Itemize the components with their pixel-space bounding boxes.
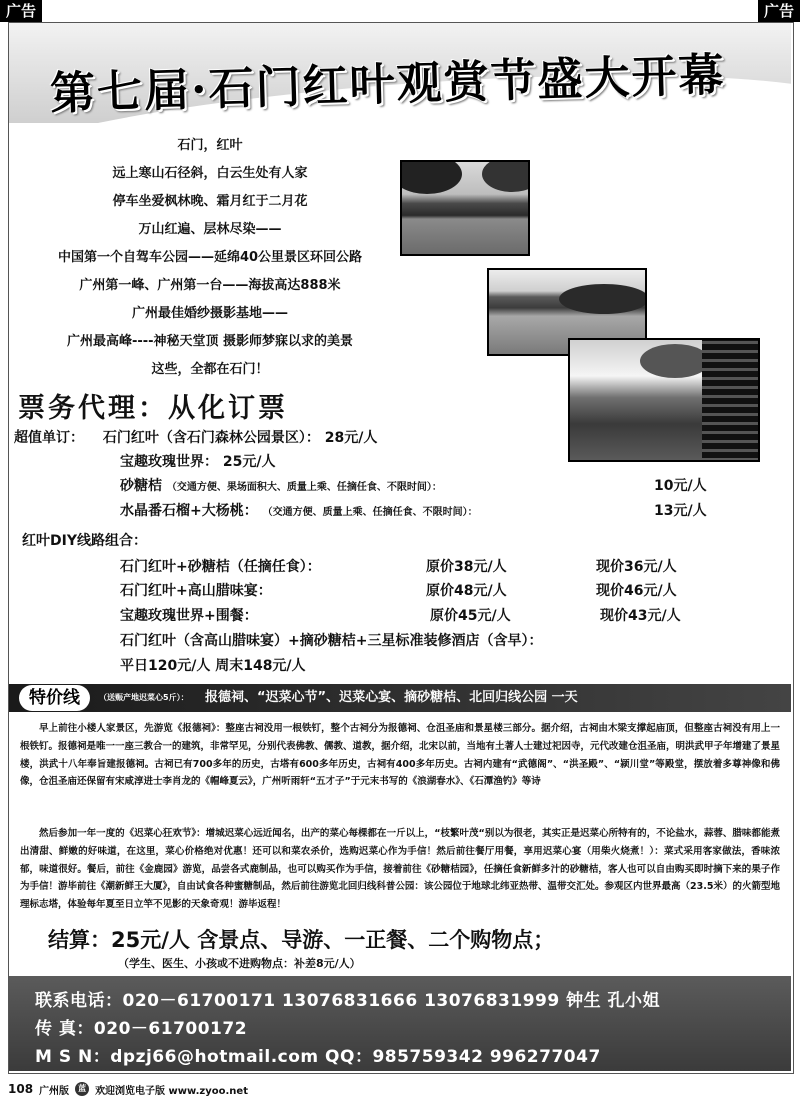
msn-label: M S N： (35, 1047, 111, 1067)
poem-line: 中国第一个自驾车公园——延绵40公里景区环回公路 (57, 250, 363, 265)
ticket-item-name: 宝趣玫瑰世界： (120, 454, 218, 470)
page-title: 第七届·石门红叶观赏节盛大开幕 (49, 48, 727, 120)
footer-website: 欢迎浏览电子版 www.zyoo.net (95, 1085, 248, 1097)
settlement-line: 结算：25元/人 含景点、导游、一正餐、二个购物点； (48, 928, 555, 952)
page-number: 108 (8, 1082, 34, 1096)
ticket-item-name: 砂糖桔 (120, 478, 162, 494)
settlement-note: （学生、医生、小孩或不进购物点：补差8元/人） (118, 957, 361, 970)
diy-original-price: 原价48元/人 (426, 583, 507, 599)
fax-value: 020－61700172 (93, 1019, 248, 1039)
page-footer (8, 1080, 248, 1098)
diy-hotel-price: 平日120元/人 周末148元/人 (120, 658, 306, 674)
diy-route-name: 宝趣玫瑰世界+围餐： (120, 608, 258, 624)
ticket-item-name: 水晶番石榴+大杨桃： (120, 503, 258, 519)
contact-phone (35, 986, 660, 1011)
diy-original-price: 原价38元/人 (426, 559, 507, 575)
special-note: （送赈产地迟菜心5斤）： (99, 693, 189, 702)
diy-route-name: 石门红叶+高山腊味宴： (120, 583, 272, 599)
eave-roof (702, 340, 758, 458)
diy-route-name: 石门红叶+砂糖桔（任摘任食）： (120, 559, 321, 575)
special-badge: 特价线 (19, 685, 90, 711)
temple-eave-photo (568, 338, 760, 462)
phone-value: 020－61700171 13076831666 13076831999 钟生 孔小姐 (122, 991, 661, 1011)
diy-current-price: 现价46元/人 (596, 583, 677, 599)
ad-tag-left: 广告 (0, 0, 42, 22)
ticket-item-note: （交通方便、果场面积大、质量上乘、任摘任食、不限时间）： (166, 482, 442, 493)
itinerary-paragraph: 然后参加一年一度的《迟菜心狂欢节》：增城迟菜心远近闻名，出产的菜心每棵都在一斤以上，“枝繁叶茂“别以为很老，其实正是迟菜心所特有的，不论盐水，蒜蓉、腊味都能煮出清甜、鲜嫩的好味道，在这里，菜心价格绝对优惠！还可以和菜农杀价，选购迟菜心作为手信！然后前往餐厅用餐，享用迟菜心宴（用柴火烧煮！）：菜式采用客家做法，香味浓郁，味道很好。餐后，前往《金鹿园》游览，品尝各式鹿制品，也可以购买作为手信，接着前往《砂糖桔园》，任摘任食新鲜多汁的砂糖桔，客人也可以自由购买即时摘下来的果子作为手信！游毕前往《潮新鲜王大厦》，自由试食各种蜜糖制品，然后前往游览北回归线科普公园：该公园位于地球北纬亚热带、温带交汇处。参观区内世界最高（23.5米）的火箭型地理标志塔，体验每年夏至日立竿不见影的天象奇观！游毕返程！ (20, 828, 780, 911)
msn-value: dpzj66@hotmail.com QQ：985759342 996277047 (110, 1047, 601, 1067)
contact-fax (35, 1014, 247, 1039)
poem-line: 广州第一峰、广州第一台——海拔高达888米 (79, 278, 341, 293)
magazine-logo-icon: 蓝 (75, 1082, 89, 1096)
ticket-item-price: 13元/人 (654, 503, 707, 519)
diy-current-price: 现价36元/人 (596, 559, 677, 575)
phone-label: 联系电话： (35, 991, 123, 1011)
ticket-item (120, 451, 275, 471)
single-label: 超值单订： (14, 430, 84, 446)
poem-line: 这些，全都在石门！ (151, 362, 269, 377)
itinerary-paragraph: 早上前往小楼人家景区，先游览《报德祠》：整座古祠没用一根铁钉，整个古祠分为报德祠、仓沮圣庙和景星楼三部分。据介绍，古祠由木梁支撑起庙顶，但整座古祠没有用上一根铁钉。报德祠是唯一一座三教合一的建筑，非常罕见，分别代表佛教、儒教、道教，据介绍，北宋以前，当地有土著人士建过祀因寺，元代改建仓沮圣庙，明洪武甲子年增建了景星楼，洪武十八年奉旨建报德祠。古祠已有700多年的历史，古塔有600多年历史，古祠有400多年历史。古祠内建有“武德阁”、“洪圣殿”、“颍川堂”等殿堂，摆放着多尊神像和佛像，仓沮圣庙还保留有宋咸淳进士李肖龙的《帽峰夏云》，广州听雨轩“五才子”于元末书写的《浪湖春水》、《石潭渔钓》等诗 (20, 723, 781, 788)
ticket-item-name: 石门红叶（含石门森林公园景区）： (102, 430, 320, 446)
ticket-item-price: 28元/人 (324, 430, 378, 446)
poem-line: 广州最高峰----神秘天堂顶 摄影师梦寐以求的美景 (66, 334, 354, 349)
diy-heading: 红叶DIY线路组合： (22, 533, 147, 549)
poem-line: 石门，红叶 (177, 138, 243, 153)
ticket-item (120, 500, 478, 520)
ticket-item-price: 25元/人 (222, 454, 276, 470)
contact-box (9, 976, 791, 1071)
diy-hotel-line: 石门红叶（含高山腊味宴）+摘砂糖桔+三星标准装修酒店（含早）： (120, 633, 543, 649)
ticket-heading: 票务代理：从化订票 (18, 393, 288, 424)
poem-line: 万山红遍、层林尽染—— (138, 222, 282, 237)
poem-line: 停车坐爱枫林晚、霜月红于二月花 (112, 194, 308, 209)
special-offer-bar (9, 684, 791, 712)
ticket-item-price: 10元/人 (654, 478, 707, 494)
title-band (9, 23, 791, 123)
poem-block (10, 132, 410, 384)
ticket-item (120, 475, 442, 495)
special-itinerary: 报德祠、“迟菜心节”、迟菜心宴、摘砂糖桔、北回归线公园 一天 (205, 690, 578, 705)
edition-label: 广州版 (39, 1085, 70, 1097)
poem-line: 远上寒山石径斜，白云生处有人家 (112, 166, 308, 181)
fax-label: 传 真： (35, 1019, 94, 1039)
poem-line: 广州最佳婚纱摄影基地—— (131, 306, 288, 321)
ticket-item-note: （交通方便、质量上乘、任摘任食、不限时间）： (262, 507, 478, 518)
diy-current-price: 现价43元/人 (600, 608, 681, 624)
lake-photo (400, 160, 530, 256)
diy-original-price: 原价45元/人 (430, 608, 511, 624)
contact-msn (35, 1042, 601, 1067)
ad-tag-right: 广告 (758, 0, 800, 22)
ticket-item (14, 427, 377, 447)
